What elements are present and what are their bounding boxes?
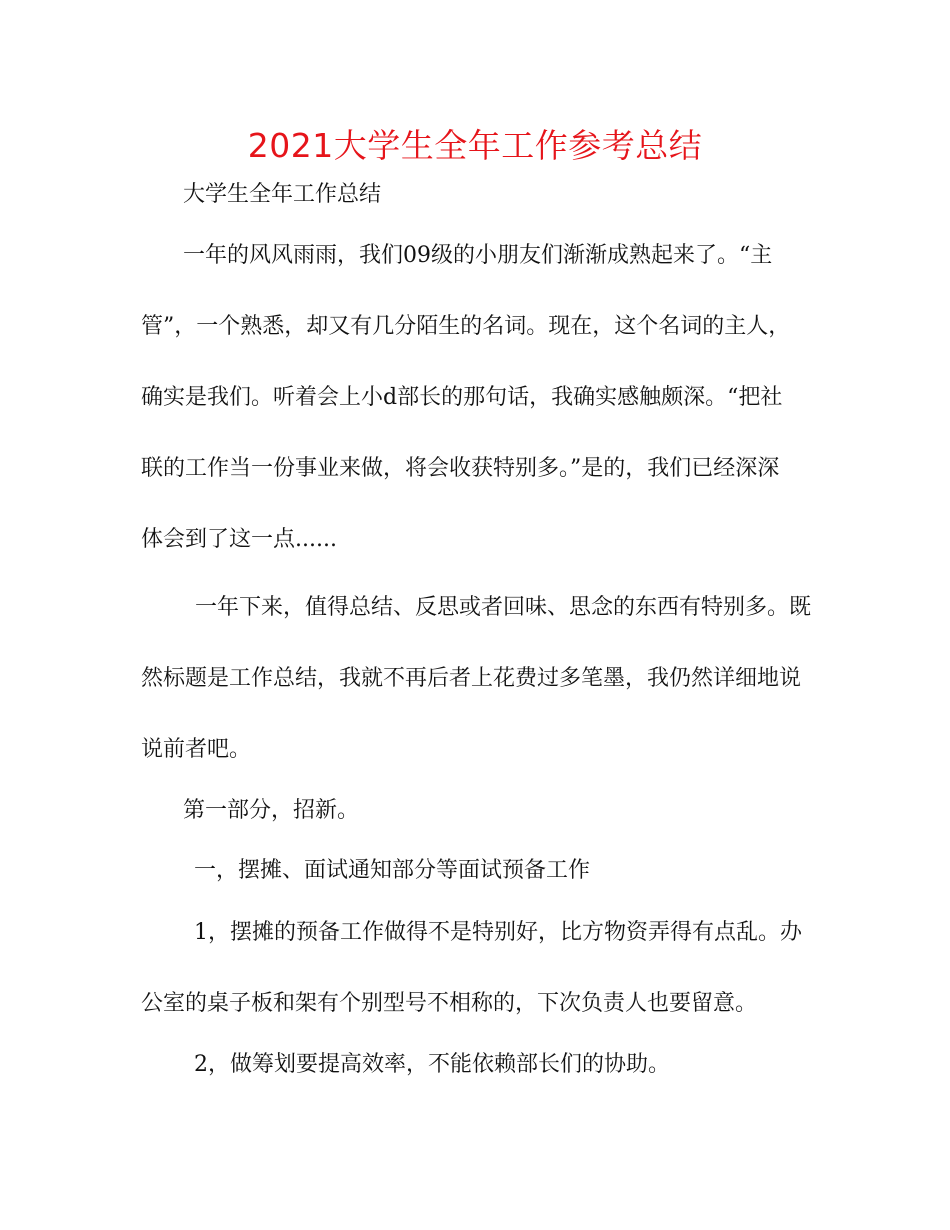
- paragraph-line: 确实是我们。听着会上小d部长的那句话，我确实感触颇深。“把社: [141, 385, 783, 410]
- paragraph-line: 公室的桌子板和架有个别型号不相称的，下次负责人也要留意。: [141, 991, 758, 1016]
- paragraph-line: 然标题是工作总结，我就不再后者上花费过多笔墨，我仍然详细地说: [141, 666, 802, 691]
- paragraph-line: 管”，一个熟悉，却又有几分陌生的名词。现在，这个名词的主人，: [141, 314, 791, 339]
- paragraph-line: 体会到了这一点......: [141, 527, 337, 552]
- paragraph-line: 一年下来，值得总结、反思或者回味、思念的东西有特别多。既: [195, 595, 812, 620]
- paragraph-line: 第一部分，招新。: [183, 798, 360, 823]
- paragraph-line: 2，做筹划要提高效率，不能依赖部长们的协助。: [194, 1052, 670, 1077]
- paragraph-line: 一，摆摊、面试通知部分等面试预备工作: [194, 858, 591, 883]
- paragraph-line: 联的工作当一份事业来做，将会收获特别多。”是的，我们已经深深: [141, 456, 780, 481]
- paragraph-line: 说前者吧。: [141, 737, 252, 762]
- paragraph-line: 大学生全年工作总结: [183, 182, 382, 207]
- paragraph-line: 1，摆摊的预备工作做得不是特别好，比方物资弄得有点乱。办: [194, 920, 802, 945]
- document-title: 2021大学生全年工作参考总结: [247, 126, 703, 165]
- paragraph-line: 一年的风风雨雨，我们09级的小朋友们渐渐成熟起来了。“主: [183, 243, 773, 268]
